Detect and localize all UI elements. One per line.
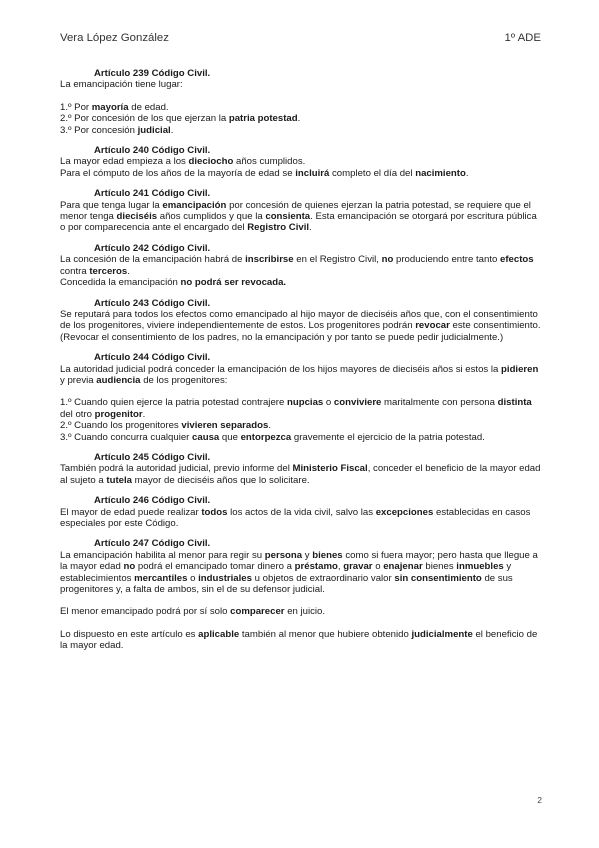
article-paragraph — [60, 463, 544, 486]
course-label: 1º ADE — [504, 32, 541, 44]
bold-term: emancipación — [162, 199, 227, 211]
article-section — [60, 495, 544, 529]
article-paragraph — [60, 168, 544, 179]
text-run: produciendo entre tanto — [393, 254, 501, 266]
article-paragraph — [60, 277, 544, 288]
bold-term: bienes — [312, 549, 343, 561]
text-run: y — [302, 549, 313, 561]
bold-term: no podrá ser revocada. — [180, 277, 287, 289]
text-run: años cumplidos y que la — [157, 211, 266, 223]
text-run: , — [337, 561, 344, 573]
article-title: Artículo 240 Código Civil. — [94, 145, 211, 157]
author-name: Vera López González — [60, 32, 169, 44]
bold-term: efectos — [500, 254, 534, 266]
article-paragraph — [60, 79, 544, 90]
article-paragraph — [60, 606, 544, 617]
bold-term: sin consentimiento — [394, 572, 482, 584]
article-paragraph — [60, 397, 544, 420]
text-run: 3.º Cuando concurra cualquier — [60, 431, 193, 443]
text-run: del otro — [60, 408, 95, 420]
text-run: . — [297, 113, 301, 125]
text-run: completo el día del — [329, 167, 416, 179]
bold-term: dieciocho — [188, 156, 234, 168]
bold-term: pidieren — [501, 363, 539, 375]
text-run: bienes — [422, 561, 457, 573]
bold-term: mayoría — [91, 101, 129, 113]
bold-term: progenitor — [94, 408, 143, 420]
text-run: , conceder el beneficio de la mayor edad al sujeto a — [60, 463, 541, 486]
text-run: de edad. — [128, 101, 169, 113]
article-paragraph — [60, 364, 544, 387]
text-run: o — [372, 561, 384, 573]
bold-term: revocar — [415, 320, 450, 332]
bold-term: comparecer — [230, 606, 285, 618]
article-paragraph — [60, 156, 544, 167]
bold-term: dieciséis — [116, 211, 158, 223]
article-title: Artículo 246 Código Civil. — [94, 495, 211, 507]
text-run: 2.º Por concesión de los que ejerzan la — [60, 113, 229, 125]
bold-term: gravar — [343, 561, 373, 573]
bold-term: judicialmente — [411, 628, 473, 640]
bold-term: inmuebles — [456, 561, 504, 573]
text-run: . — [465, 167, 469, 179]
article-section — [60, 145, 544, 179]
text-run: Para que tenga lugar la — [60, 199, 163, 211]
text-run: o — [323, 397, 334, 409]
text-run: mayor de dieciséis años que lo solicitare. — [132, 474, 310, 486]
bold-term: terceros — [89, 265, 128, 277]
article-section — [60, 538, 544, 651]
article-section — [60, 188, 544, 234]
text-run: El mayor de edad puede realizar — [60, 506, 202, 518]
bold-term: Registro Civil — [247, 222, 310, 234]
text-run: . — [309, 222, 312, 234]
text-run: establecidas en casos especiales por este Código. — [60, 506, 531, 529]
bold-term: vivieren separados — [181, 420, 269, 432]
text-run: . Esta emancipación se otorgará por escritura pública o por comparecencia ante el encargado del — [60, 211, 537, 234]
article-paragraph — [60, 550, 544, 596]
bold-term: préstamo — [294, 561, 338, 573]
bold-term: tutela — [106, 474, 132, 486]
text-run: contra — [60, 265, 90, 277]
article-paragraph — [60, 432, 544, 443]
page-header — [60, 33, 541, 49]
article-title: Artículo 243 Código Civil. — [94, 297, 211, 309]
article-paragraph — [60, 102, 544, 113]
article-title: Artículo 247 Código Civil. — [94, 538, 211, 550]
text-run: y previa — [60, 374, 97, 386]
text-run: Concedida la emancipación — [60, 277, 181, 289]
bold-term: patria potestad — [228, 113, 298, 125]
text-run: El menor emancipado podrá por sí solo — [60, 606, 231, 618]
article-paragraph — [60, 420, 544, 431]
bold-term: no — [381, 254, 394, 266]
text-run: como si fuera mayor; pero hasta que llegue a la mayor edad — [60, 549, 538, 573]
text-run: maritalmente con persona — [381, 397, 498, 409]
text-run: en el Registro Civil, — [293, 254, 382, 266]
article-title: Artículo 242 Código Civil. — [94, 242, 211, 254]
text-run: 3.º Por concesión — [60, 124, 138, 136]
text-run: La emancipación tiene lugar: — [60, 79, 183, 91]
bold-term: enajenar — [383, 561, 423, 573]
text-run: 1.º Cuando quien ejerce la patria potestad contrajere — [60, 397, 287, 409]
bold-term: inscribirse — [245, 254, 294, 266]
article-paragraph — [60, 309, 544, 343]
text-run: los actos de la vida civil, salvo las — [227, 506, 376, 518]
text-run: este consentimiento. (Revocar el consentimiento de los padres, no la emancipación y por tanto se puede pedir judicialmente.) — [60, 320, 541, 343]
article-paragraph — [60, 125, 544, 136]
bold-term: todos — [201, 506, 228, 518]
bold-term: conviviere — [333, 397, 382, 409]
text-run: Para el cómputo de los años de la mayoría de edad se — [60, 167, 296, 179]
bold-term: aplicable — [198, 628, 240, 640]
bold-term: audiencia — [96, 374, 141, 386]
article-section — [60, 452, 544, 486]
text-run: Se reputará para todos los efectos como emancipado al hijo mayor de dieciséis años que, con el consentimiento de los progenitores, viviere independientemente de estos. Los progenitores podrán — [60, 308, 538, 332]
bold-term: excepciones — [375, 506, 434, 518]
text-run: de los progenitores: — [140, 374, 228, 386]
text-run: También podrá la autoridad judicial, previo informe del — [60, 463, 293, 475]
text-run: por concesión de quienes ejerzan la patria potestad, se requiere que el menor tenga — [60, 199, 531, 223]
bold-term: entorpezca — [240, 431, 292, 443]
bold-term: causa — [192, 431, 220, 443]
article-title: Artículo 244 Código Civil. — [94, 352, 211, 364]
article-paragraph — [60, 254, 544, 277]
text-run: en juicio. — [284, 606, 326, 618]
text-run: Lo dispuesto en este artículo es — [60, 628, 199, 640]
article-title: Artículo 245 Código Civil. — [94, 451, 211, 463]
text-run: . — [142, 408, 146, 420]
text-run: años cumplidos. — [233, 156, 306, 168]
article-paragraph — [60, 507, 544, 530]
text-run: La autoridad judicial podrá conceder la emancipación de los hijos mayores de dieciséis años si estos la — [60, 363, 502, 375]
text-run: La concesión de la emancipación habrá de — [60, 254, 246, 266]
text-run: . — [127, 265, 130, 277]
text-run: de sus progenitores y, a falta de ambos, sin el de su defensor judicial. — [60, 572, 513, 596]
text-run: también al menor que hubiere obtenido — [239, 628, 412, 640]
text-run: el beneficio de la mayor edad. — [60, 628, 538, 652]
text-run: gravemente el ejercicio de la patria potestad. — [291, 431, 485, 443]
article-paragraph — [60, 113, 544, 124]
bold-term: no — [123, 561, 136, 573]
article-title: Artículo 239 Código Civil. — [94, 68, 211, 79]
text-run: La emancipación habilita al menor para regir su — [60, 549, 265, 561]
bold-term: Ministerio Fiscal — [292, 463, 368, 475]
bold-term: incluirá — [295, 167, 330, 179]
text-run: 2.º Cuando los progenitores — [60, 420, 182, 432]
article-title: Artículo 241 Código Civil. — [94, 188, 211, 200]
bold-term: consienta — [265, 211, 311, 223]
bold-term: judicial — [137, 124, 171, 136]
text-run: podrá el emancipado tomar dinero a — [135, 561, 295, 573]
text-run: La mayor edad empieza a los — [60, 156, 189, 168]
article-section — [60, 352, 544, 443]
article-section — [60, 243, 544, 289]
text-run: y establecimientos — [60, 561, 512, 584]
bold-term: nupcias — [286, 397, 324, 409]
bold-term: industriales — [198, 572, 252, 584]
text-run: u objetos de extraordinario valor — [251, 572, 395, 584]
text-run: o — [187, 572, 199, 584]
article-paragraph — [60, 200, 544, 234]
bold-term: distinta — [497, 397, 532, 409]
text-run: . — [268, 420, 271, 432]
article-paragraph — [60, 629, 544, 652]
text-run: 1.º Por — [60, 101, 92, 113]
text-run: . — [170, 124, 174, 136]
page-number: 2 — [537, 795, 542, 805]
document-body — [60, 68, 544, 661]
article-section — [60, 298, 544, 344]
bold-term: nacimiento — [415, 167, 466, 179]
bold-term: mercantiles — [134, 572, 188, 584]
article-section — [60, 68, 544, 136]
bold-term: persona — [264, 549, 303, 561]
text-run: que — [219, 431, 241, 443]
